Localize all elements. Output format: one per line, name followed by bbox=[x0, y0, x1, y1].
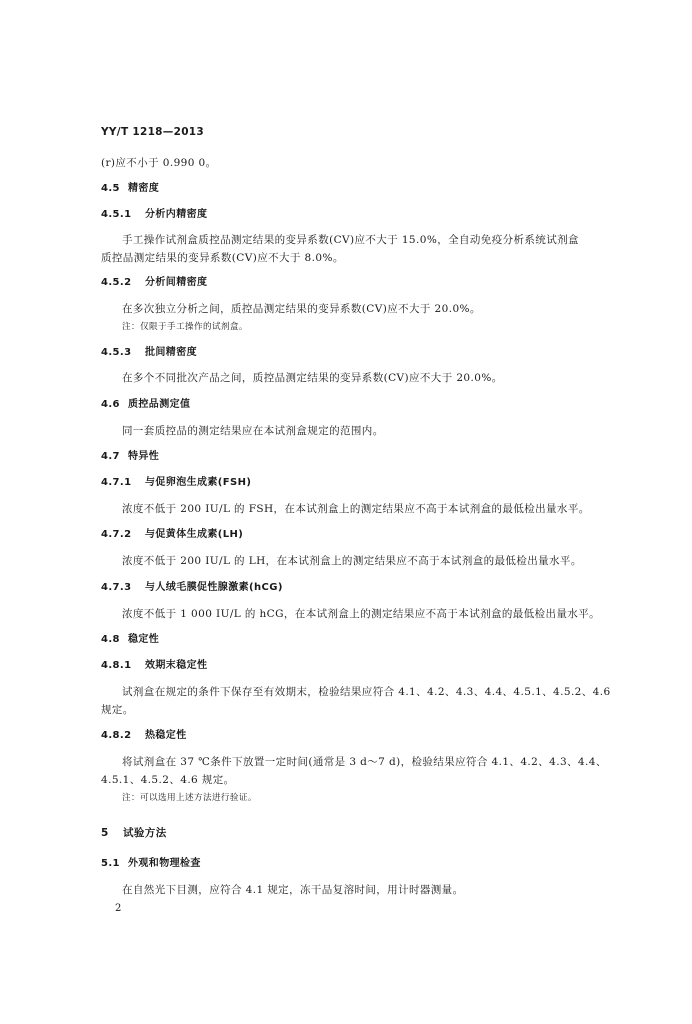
section-number: 5 bbox=[101, 827, 109, 839]
section-title: 批间精密度 bbox=[145, 347, 197, 358]
section-title: 效期末稳定性 bbox=[145, 660, 208, 671]
section-heading-4-7-2 bbox=[101, 528, 243, 542]
section-number: 5.1 bbox=[101, 858, 120, 869]
paragraph-line: 浓度不低于 200 IU/L 的 FSH，在本试剂盒上的测定结果应不高于本试剂盒的最低检出量水平。 bbox=[122, 503, 590, 515]
paragraph-line: 浓度不低于 200 IU/L 的 LH，在本试剂盒上的测定结果应不高于本试剂盒的最低检出量水平。 bbox=[122, 555, 582, 567]
section-heading-4-8-1 bbox=[101, 659, 207, 673]
section-heading-4-5-2 bbox=[101, 276, 207, 290]
paragraph-line: 同一套质控品的测定结果应在本试剂盒规定的范围内。 bbox=[122, 425, 384, 437]
paragraph-line: 在多个不同批次产品之间，质控品测定结果的变异系数(CV)应不大于 20.0%。 bbox=[122, 372, 503, 384]
section-number: 4.6 bbox=[101, 399, 120, 410]
section-number: 4.7.3 bbox=[101, 582, 132, 593]
section-number: 4.8.1 bbox=[101, 660, 132, 671]
section-title: 与促卵泡生成素(FSH) bbox=[145, 477, 252, 488]
section-number: 4.8.2 bbox=[101, 730, 132, 741]
section-number: 4.7.2 bbox=[101, 529, 132, 540]
section-heading-4-8-2 bbox=[101, 729, 187, 743]
section-title: 试验方法 bbox=[123, 827, 167, 839]
section-heading-4-7-1 bbox=[101, 476, 251, 490]
section-title: 热稳定性 bbox=[145, 730, 187, 741]
section-number: 4.7.1 bbox=[101, 477, 132, 488]
paragraph-line: 浓度不低于 1 000 IU/L 的 hCG，在本试剂盒上的测定结果应不高于本试剂盒的最低检出量水平。 bbox=[122, 608, 600, 620]
paragraph-line: 在自然光下目测，应符合 4.1 规定，冻干品复溶时间，用计时器测量。 bbox=[122, 884, 464, 896]
section-title: 质控品测定值 bbox=[128, 399, 191, 410]
section-heading-5-1 bbox=[101, 857, 201, 871]
section-title: 特异性 bbox=[128, 451, 160, 462]
section-heading-4-7 bbox=[101, 450, 159, 464]
paragraph-line: 4.5.1、4.5.2、4.6 规定。 bbox=[101, 774, 235, 786]
section-number: 4.5.3 bbox=[101, 347, 132, 358]
paragraph-line: 在多次独立分析之间，质控品测定结果的变异系数(CV)应不大于 20.0%。 bbox=[122, 303, 481, 315]
section-title: 与人绒毛膜促性腺激素(hCG) bbox=[145, 582, 283, 593]
paragraph-line: 规定。 bbox=[101, 704, 134, 716]
document-id: YY/T 1218—2013 bbox=[101, 126, 205, 138]
section-title: 外观和物理检查 bbox=[128, 858, 201, 869]
section-number: 4.5.1 bbox=[101, 209, 132, 220]
section-number: 4.7 bbox=[101, 451, 120, 462]
section-title: 精密度 bbox=[128, 183, 160, 194]
section-heading-4-5-1 bbox=[101, 208, 207, 222]
section-heading-4-5-3 bbox=[101, 346, 197, 360]
paragraph-line: 将试剂盒在 37 ℃条件下放置一定时间(通常是 3 d～7 d)，检验结果应符合 4.1、4.2、4.3、4.4、 bbox=[122, 756, 607, 768]
section-title: 与促黄体生成素(LH) bbox=[145, 529, 244, 540]
paragraph-line: 手工操作试剂盒质控品测定结果的变异系数(CV)应不大于 15.0%，全自动免疫分析系统试剂盒 bbox=[122, 234, 579, 246]
section-heading-4-6 bbox=[101, 398, 190, 412]
page-number: 2 bbox=[115, 903, 122, 914]
section-title: 分析间精密度 bbox=[145, 277, 208, 288]
section-title: 分析内精密度 bbox=[145, 209, 208, 220]
section-number: 4.5.2 bbox=[101, 277, 132, 288]
section-number: 4.8 bbox=[101, 634, 120, 645]
section-heading-4-7-3 bbox=[101, 581, 283, 595]
paragraph-line: 质控品测定结果的变异系数(CV)应不大于 8.0%。 bbox=[101, 252, 344, 264]
section-heading-4-8 bbox=[101, 633, 159, 647]
note-line: 注：可以选用上述方法进行验证。 bbox=[122, 793, 257, 803]
section-title: 稳定性 bbox=[128, 634, 160, 645]
section-heading-5 bbox=[101, 826, 167, 840]
note-line: 注：仅限于手工操作的试剂盒。 bbox=[122, 322, 248, 332]
paragraph-line: (r)应不小于 0.990 0。 bbox=[101, 157, 217, 169]
section-number: 4.5 bbox=[101, 183, 120, 194]
paragraph-line: 试剂盒在规定的条件下保存至有效期末，检验结果应符合 4.1、4.2、4.3、4.4、4.5.1、4.5.2、4.6 bbox=[122, 686, 611, 698]
section-heading-4-5 bbox=[101, 182, 159, 196]
